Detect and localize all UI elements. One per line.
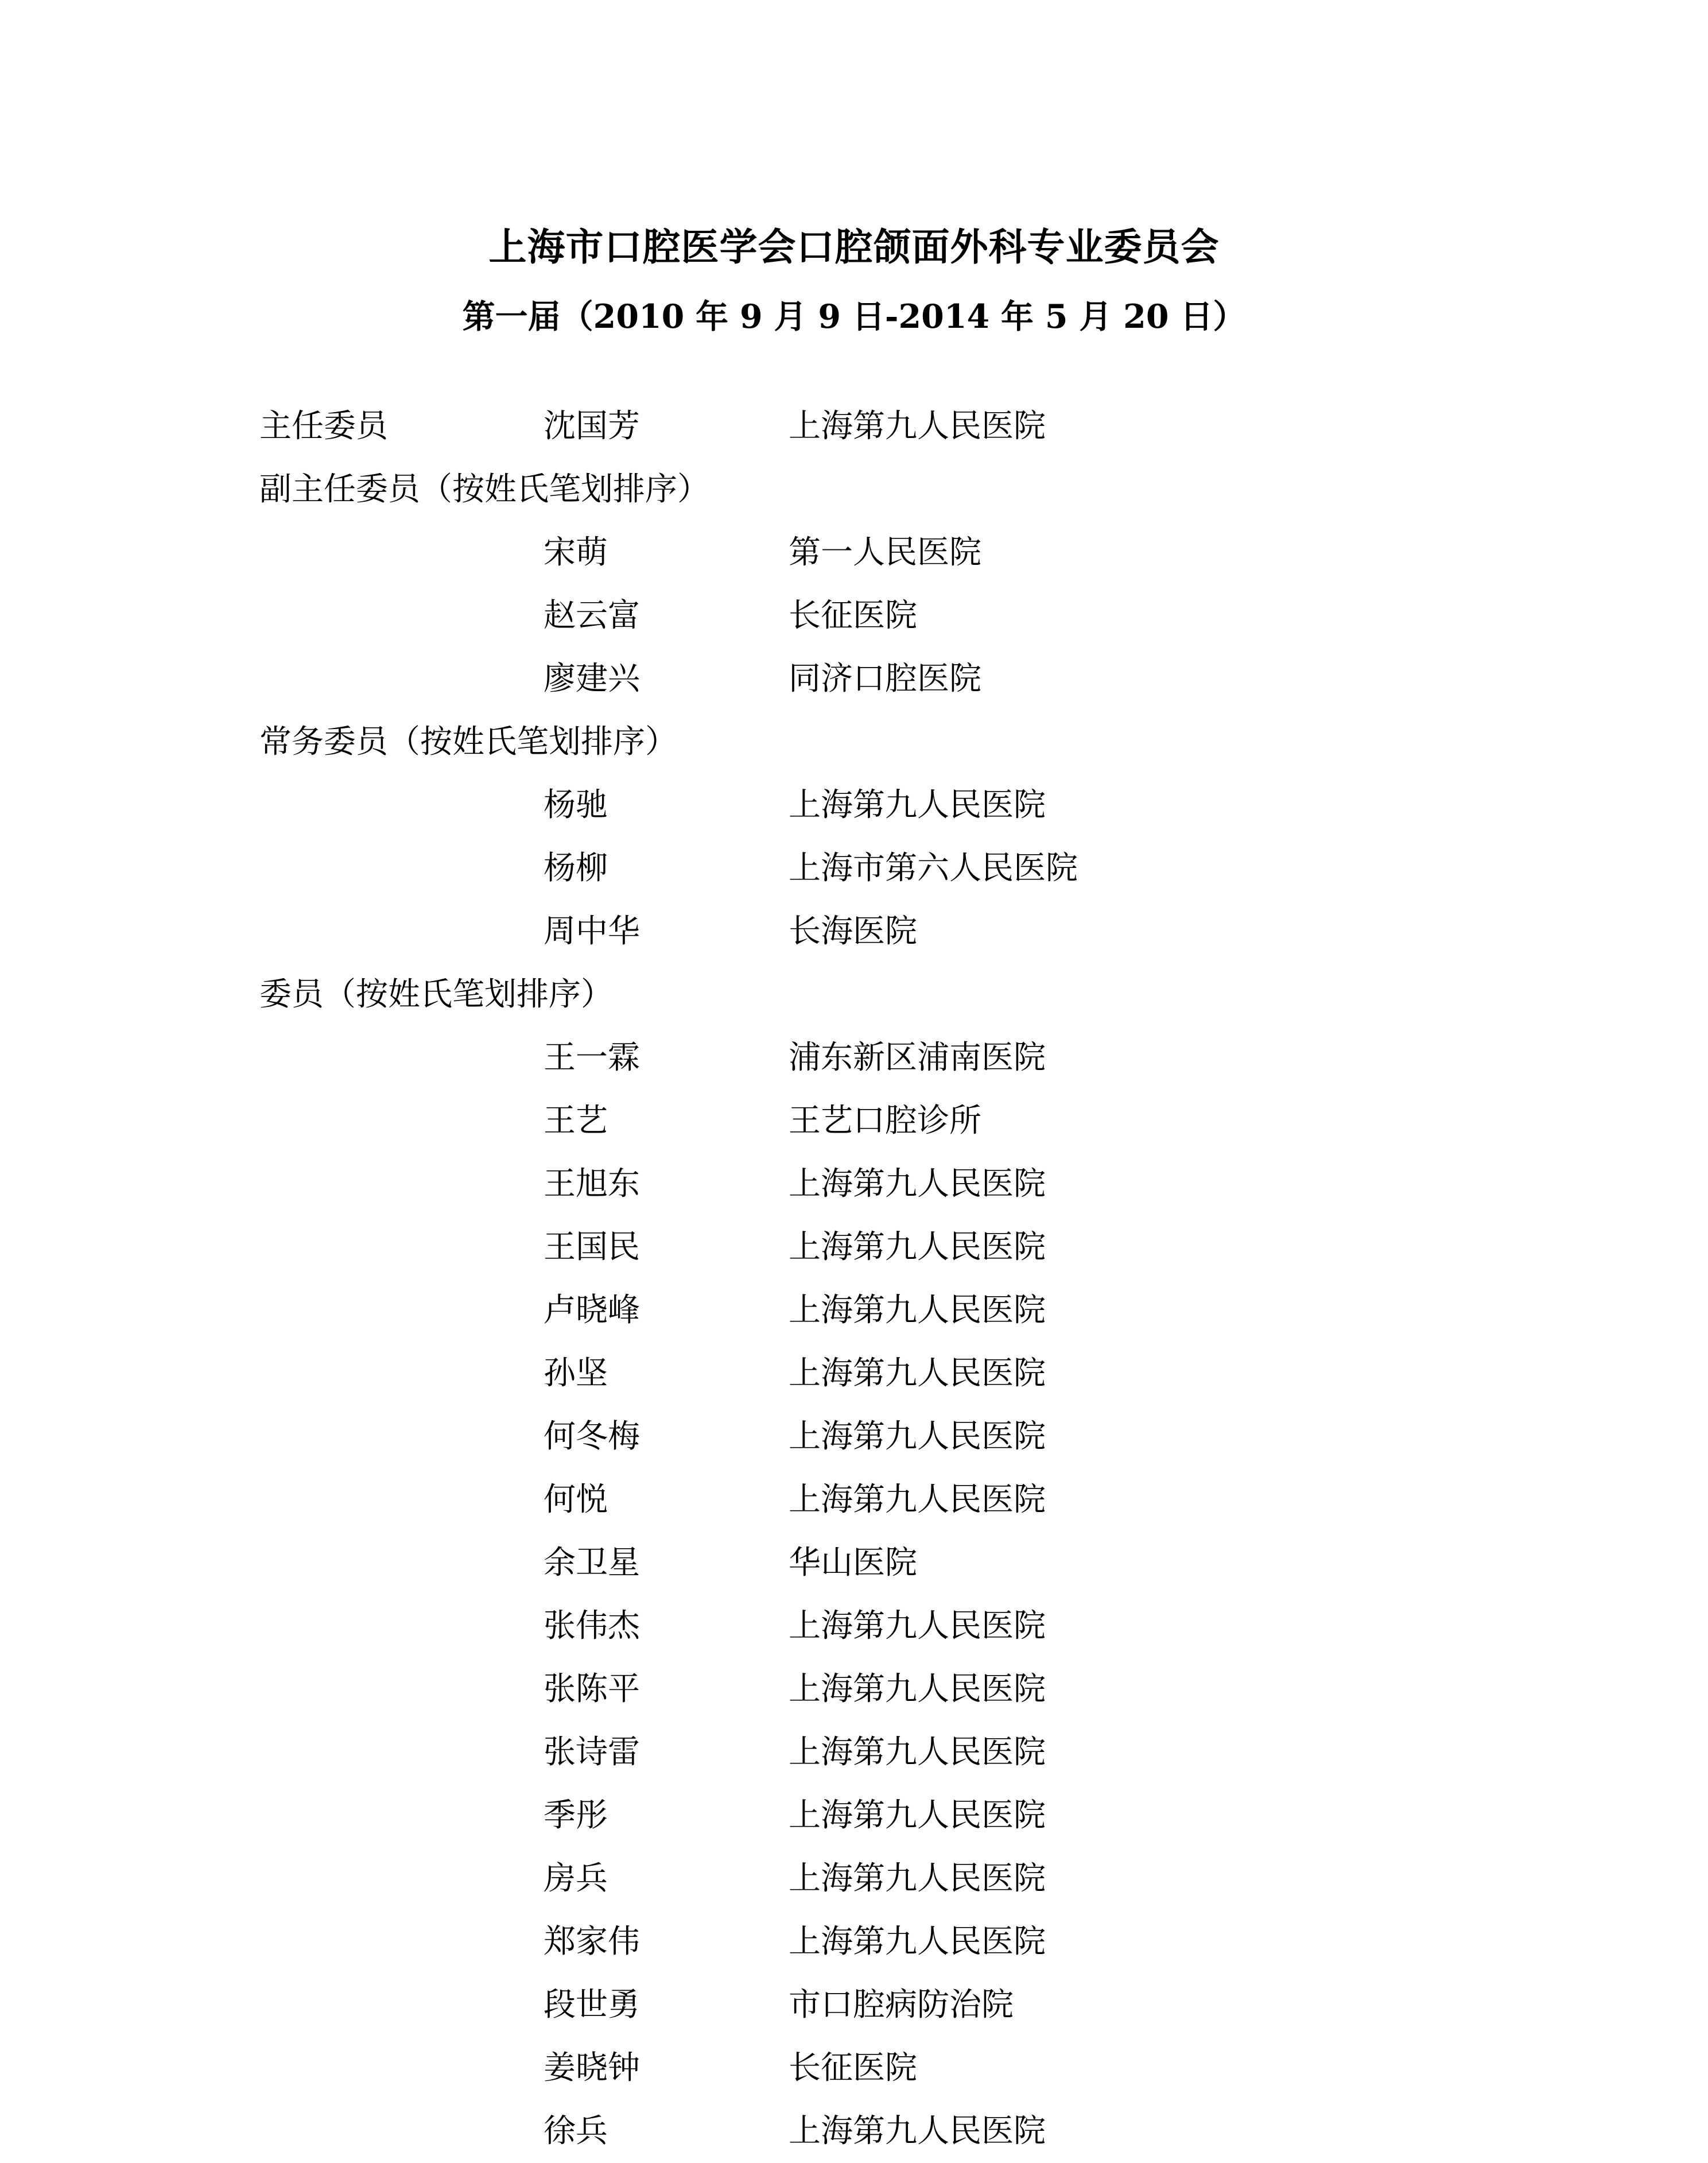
section-heading-row — [259, 458, 1522, 521]
member-organization: 长征医院 — [789, 2049, 917, 2087]
member-row — [259, 1784, 1522, 1847]
member-name: 王艺 — [544, 1102, 608, 1139]
member-organization: 长海医院 — [789, 913, 917, 950]
member-organization: 上海第九人民医院 — [789, 1292, 1046, 1329]
member-row — [259, 2100, 1522, 2163]
member-organization: 上海第九人民医院 — [789, 1797, 1046, 1834]
member-organization: 上海第九人民医院 — [789, 1860, 1046, 1897]
member-organization: 上海第九人民医院 — [789, 1670, 1046, 1708]
member-name: 沈国芳 — [544, 408, 640, 445]
member-name: 廖建兴 — [544, 660, 640, 697]
member-name: 卢晓峰 — [544, 1292, 640, 1329]
section-heading: 常务委员（按姓氏笔划排序） — [259, 723, 677, 761]
member-row — [259, 900, 1522, 963]
member-organization: 上海第九人民医院 — [789, 1418, 1046, 1455]
member-row — [259, 1910, 1522, 1974]
member-name: 宋萌 — [544, 534, 608, 571]
member-row — [259, 1279, 1522, 1342]
member-organization: 上海第九人民医院 — [789, 1228, 1046, 1266]
page-subtitle: 第一届（2010 年 9 月 9 日-2014 年 5 月 20 日） — [462, 297, 1246, 336]
member-name: 姜晓钟 — [544, 2049, 640, 2087]
section-heading: 副主任委员（按姓氏笔划排序） — [259, 471, 709, 508]
member-row — [259, 1216, 1522, 1279]
member-row — [259, 1468, 1522, 1532]
member-organization: 上海市第六人民医院 — [789, 850, 1078, 887]
member-name: 王旭东 — [544, 1165, 640, 1203]
member-row — [259, 1721, 1522, 1784]
member-organization: 上海第九人民医院 — [789, 1607, 1046, 1645]
member-name: 王国民 — [544, 1228, 640, 1266]
member-name: 徐兵 — [544, 2112, 608, 2150]
member-organization: 浦东新区浦南医院 — [789, 1039, 1046, 1076]
member-organization: 上海第九人民医院 — [789, 786, 1046, 824]
member-row — [259, 2037, 1522, 2100]
member-organization: 第一人民医院 — [789, 534, 981, 571]
member-row — [259, 1342, 1522, 1405]
member-row — [259, 1090, 1522, 1153]
member-organization: 长征医院 — [789, 597, 917, 634]
member-row — [259, 648, 1522, 711]
member-organization: 上海第九人民医院 — [789, 1923, 1046, 1960]
member-organization: 上海第九人民医院 — [789, 1481, 1046, 1518]
committee-roster — [259, 395, 1522, 2163]
member-organization: 上海第九人民医院 — [789, 1734, 1046, 1771]
member-name: 段世勇 — [544, 1986, 640, 2024]
member-row — [259, 1405, 1522, 1468]
member-name: 何冬梅 — [544, 1418, 640, 1455]
page-title: 上海市口腔医学会口腔颌面外科专业委员会 — [488, 224, 1220, 269]
member-name: 周中华 — [544, 913, 640, 950]
member-organization: 华山医院 — [789, 1544, 917, 1581]
member-organization: 上海第九人民医院 — [789, 408, 1046, 445]
member-name: 杨柳 — [544, 850, 608, 887]
member-name: 孙坚 — [544, 1355, 608, 1392]
member-organization: 市口腔病防治院 — [789, 1986, 1014, 2024]
roster-row — [259, 395, 1522, 458]
member-row — [259, 774, 1522, 837]
member-organization: 同济口腔医院 — [789, 660, 981, 697]
section-heading-row — [259, 963, 1522, 1026]
member-name: 杨驰 — [544, 786, 608, 824]
member-name: 郑家伟 — [544, 1923, 640, 1960]
member-name: 张诗雷 — [544, 1734, 640, 1771]
member-row — [259, 1532, 1522, 1595]
member-row — [259, 1974, 1522, 2037]
section-heading: 委员（按姓氏笔划排序） — [259, 976, 613, 1013]
member-name: 赵云富 — [544, 597, 640, 634]
section-heading: 主任委员 — [259, 408, 388, 445]
member-name: 何悦 — [544, 1481, 608, 1518]
member-name: 房兵 — [544, 1860, 608, 1897]
member-row — [259, 837, 1522, 900]
member-name: 余卫星 — [544, 1544, 640, 1581]
member-row — [259, 584, 1522, 648]
member-row — [259, 1658, 1522, 1721]
member-row — [259, 521, 1522, 584]
member-name: 张伟杰 — [544, 1607, 640, 1645]
member-row — [259, 1847, 1522, 1910]
member-name: 王一霖 — [544, 1039, 640, 1076]
member-row — [259, 1595, 1522, 1658]
section-heading-row — [259, 711, 1522, 774]
member-row — [259, 1153, 1522, 1216]
member-organization: 王艺口腔诊所 — [789, 1102, 981, 1139]
member-organization: 上海第九人民医院 — [789, 2112, 1046, 2150]
member-row — [259, 1026, 1522, 1090]
member-name: 张陈平 — [544, 1670, 640, 1708]
member-organization: 上海第九人民医院 — [789, 1355, 1046, 1392]
member-organization: 上海第九人民医院 — [789, 1165, 1046, 1203]
member-name: 季彤 — [544, 1797, 608, 1834]
